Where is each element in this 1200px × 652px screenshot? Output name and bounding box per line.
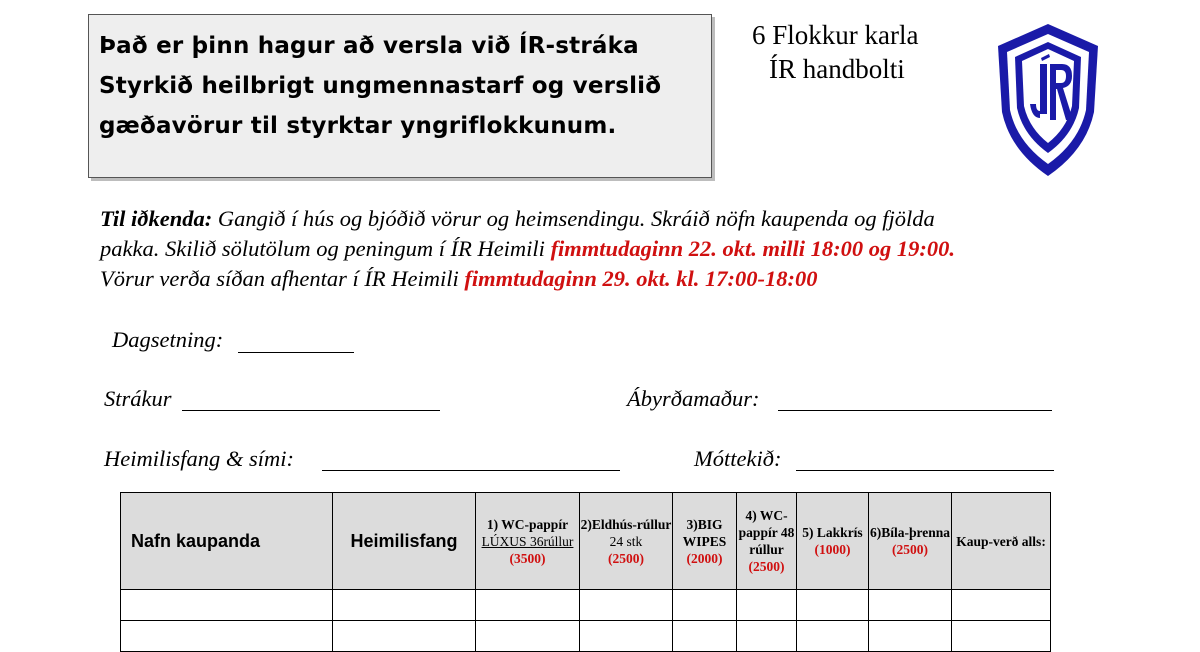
address-phone-label: Heimilisfang & sími:	[104, 446, 294, 471]
slogan-line: Styrkið heilbrigt ungmennastarf og verslið	[99, 73, 662, 99]
table-header-row	[121, 493, 1051, 590]
table-cell[interactable]	[869, 590, 952, 621]
table-cell[interactable]	[121, 590, 333, 621]
instructions-text: Gangið í hús og bjóðið vörur og heimsendingu. Skráið nöfn kaupenda og fjölda	[212, 206, 935, 231]
table-cell[interactable]	[333, 590, 476, 621]
product-price: (1000)	[814, 542, 851, 557]
boy-field[interactable]	[182, 410, 440, 411]
header-address: Heimilisfang	[333, 493, 476, 590]
date-field[interactable]	[238, 352, 354, 353]
product-quantity: 24 stk	[609, 533, 643, 549]
header-product-3	[673, 493, 737, 590]
table-cell[interactable]	[952, 590, 1051, 621]
slogan-box	[88, 14, 712, 178]
ir-club-shield-logo-icon	[994, 22, 1102, 178]
delivery-date: fimmtudaginn 29. okt. kl. 17:00-18:00	[464, 266, 818, 291]
table-cell[interactable]	[333, 621, 476, 652]
header-product-2	[580, 493, 673, 590]
responsible-field[interactable]	[778, 410, 1052, 411]
header-product-6	[869, 493, 952, 590]
instructions-line	[100, 266, 818, 292]
header-buyer-name: Nafn kaupanda	[121, 493, 333, 590]
address-phone-field[interactable]	[322, 470, 620, 471]
product-price: (2500)	[892, 542, 928, 557]
header-total-price: Kaup-verð alls:	[952, 493, 1051, 590]
instructions-text: pakka. Skilið sölutölum og peningum í ÍR Heimili	[100, 236, 551, 261]
product-price: (2500)	[608, 550, 644, 566]
slogan-line: Það er þinn hagur að versla við ÍR-stráka	[99, 33, 639, 59]
product-quantity: LÚXUS 36rúllur	[481, 533, 574, 549]
boy-label: Strákur	[104, 386, 172, 411]
instructions-text: Vörur verða síðan afhentar í ÍR Heimili	[100, 266, 465, 291]
table-cell[interactable]	[580, 621, 673, 652]
received-label: Móttekið:	[694, 446, 782, 471]
instructions-lead: Til iðkenda:	[100, 206, 213, 231]
instructions-line	[100, 236, 955, 262]
table-cell[interactable]	[797, 590, 869, 621]
table-cell[interactable]	[476, 621, 580, 652]
instructions-line	[100, 206, 935, 232]
table-row	[121, 621, 1051, 652]
product-name: 1) WC-pappír	[486, 516, 569, 532]
table-row	[121, 590, 1051, 621]
header-product-4	[737, 493, 797, 590]
date-label: Dagsetning:	[112, 327, 224, 352]
table-cell[interactable]	[797, 621, 869, 652]
received-field[interactable]	[796, 470, 1054, 471]
product-name: 5) Lakkrís	[802, 525, 863, 540]
product-name: 2)Eldhús-rúllur	[580, 516, 672, 532]
collection-date: fimmtudaginn 22. okt. milli 18:00 og 19:00.	[550, 236, 955, 261]
product-name: 4) WC-pappír 48 rúllur	[738, 508, 795, 557]
team-sport: ÍR handbolti	[769, 54, 905, 84]
table-cell[interactable]	[869, 621, 952, 652]
table-cell[interactable]	[476, 590, 580, 621]
table-cell[interactable]	[673, 590, 737, 621]
header-product-1	[476, 493, 580, 590]
team-name: 6 Flokkur karla	[752, 20, 919, 50]
product-price: (3500)	[509, 550, 546, 566]
product-name: 3)BIG WIPES	[682, 516, 727, 549]
header-product-5	[797, 493, 869, 590]
product-price: (2000)	[686, 550, 723, 566]
responsible-label: Ábyrðamaður:	[627, 386, 760, 411]
order-table	[120, 492, 1051, 652]
product-price: (2500)	[748, 559, 785, 574]
table-cell[interactable]	[737, 590, 797, 621]
table-cell[interactable]	[952, 621, 1051, 652]
product-name: 6)Bíla-þrenna	[869, 525, 950, 540]
slogan-line: gæðavörur til styrktar yngriflokkunum.	[99, 113, 617, 139]
table-cell[interactable]	[580, 590, 673, 621]
table-cell[interactable]	[673, 621, 737, 652]
table-cell[interactable]	[737, 621, 797, 652]
table-cell[interactable]	[121, 621, 333, 652]
